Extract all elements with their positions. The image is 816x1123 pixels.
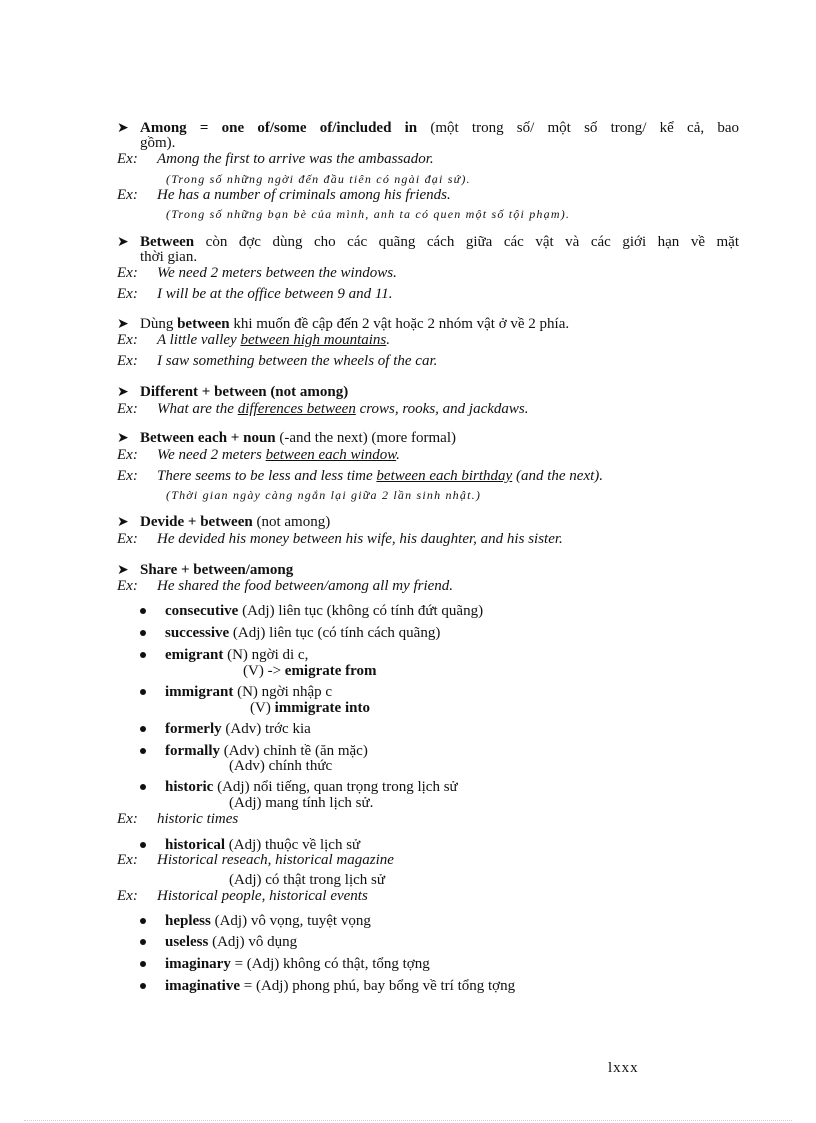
vocab-item: useless (Adj) vô dụng — [165, 934, 298, 950]
arrow-right-bullet-icon: ➤ — [117, 515, 129, 530]
vocab-sub-line: (Adj) mang tính lịch sử. — [229, 795, 374, 811]
example-line: Ex: He devided his money between his wife, his daughter, and his sister. — [117, 531, 563, 547]
arrow-right-bullet-icon: ➤ — [117, 385, 129, 400]
translation-line: (Trong số những ngời đến đầu tiên có ngài đại sứ). — [166, 172, 471, 186]
example-line: Ex: We need 2 meters between the windows. — [117, 265, 397, 281]
vocab-sub-line: (V) immigrate into — [250, 700, 370, 716]
among-term: Among — [140, 120, 187, 136]
different-between-heading: ➤ Different + between (not among) — [117, 384, 349, 400]
bullet-dot-icon — [140, 842, 146, 848]
vocab-item: successive (Adj) liên tục (có tính cách quãng) — [165, 625, 441, 641]
example-line: Ex: I will be at the office between 9 and 11. — [117, 286, 393, 302]
bullet-dot-icon — [140, 652, 146, 658]
among-definition: = one of/some of/included in — [186, 120, 418, 136]
translation-line: (Thời gian ngày càng ngắn lại giữa 2 lần sinh nhật.) — [166, 488, 482, 502]
vocab-sub-line: (Adj) có thật trong lịch sử — [229, 872, 386, 888]
dung-between-heading: ➤ Dùng between khi muốn đề cập đến 2 vật hoặc 2 nhóm vật ở về 2 phía. — [117, 316, 570, 332]
bullet-dot-icon — [140, 918, 146, 924]
example-line: Ex: Historical people, historical events — [117, 888, 368, 904]
example-line: Ex: We need 2 meters between each window. — [117, 447, 400, 463]
example-line: Ex: Among the first to arrive was the ambassador. — [117, 151, 434, 167]
dung-between-term: between — [177, 316, 230, 332]
among-heading — [117, 120, 739, 137]
vocab-item: imaginary = (Adj) không có thật, tổng tợng — [165, 956, 430, 972]
share-between-heading: ➤ Share + between/among — [117, 562, 294, 578]
vocab-item: emigrant (N) ngời di c, — [165, 647, 309, 663]
translation-line: (Trong số những bạn bè của mình, anh ta có quen một số tội phạm). — [166, 207, 571, 221]
example-line: Ex: He has a number of criminals among his friends. — [117, 187, 451, 203]
example-line: Ex: I saw something between the wheels of the car. — [117, 353, 438, 369]
example-line: Ex: He shared the food between/among all my friend. — [117, 578, 454, 594]
between-each-heading: ➤ Between each + noun (-and the next) (more formal) — [117, 430, 456, 446]
vocab-item: historic (Adj) nổi tiếng, quan trọng trong lịch sử — [165, 779, 458, 795]
arrow-right-bullet-icon: ➤ — [117, 563, 129, 578]
page-number: lxxx — [608, 1060, 639, 1076]
between-heading-cont: thời gian. — [140, 249, 198, 265]
example-line: Ex: There seems to be less and less time between each birthday (and the next). — [117, 468, 604, 484]
bullet-dot-icon — [140, 608, 146, 614]
bullet-dot-icon — [140, 726, 146, 732]
bullet-dot-icon — [140, 748, 146, 754]
arrow-right-bullet-icon: ➤ — [117, 317, 129, 332]
bullet-dot-icon — [140, 939, 146, 945]
example-line: Ex: historic times — [117, 811, 239, 827]
vocab-item: formerly (Adv) trớc kia — [165, 721, 311, 737]
among-heading-cont: gồm). — [140, 135, 176, 151]
example-line: Ex: What are the differences between crows, rooks, and jackdaws. — [117, 401, 529, 417]
among-meaning: (một trong số/ một số trong/ kể cả, bao — [417, 120, 739, 136]
arrow-right-bullet-icon: ➤ — [117, 121, 129, 136]
bullet-dot-icon — [140, 961, 146, 967]
devide-between-heading: ➤ Devide + between (not among) — [117, 514, 331, 530]
bullet-dot-icon — [140, 983, 146, 989]
vocab-item: immigrant (N) ngời nhập c — [165, 684, 333, 700]
page-bottom-divider — [24, 1120, 792, 1121]
example-line: Ex: A little valley between high mountains. — [117, 332, 391, 348]
vocab-item: historical (Adj) thuộc về lịch sử — [165, 837, 361, 853]
between-heading — [117, 234, 739, 251]
vocab-item: consecutive (Adj) liên tục (không có tính đứt quãng) — [165, 603, 484, 619]
vocab-item: formally (Adv) chỉnh tề (ăn mặc) — [165, 743, 368, 759]
example-line: Ex: Historical reseach, historical magazine — [117, 852, 394, 868]
between-term: Between — [140, 234, 195, 250]
bullet-dot-icon — [140, 630, 146, 636]
vocab-sub-line: (V) -> emigrate from — [243, 663, 377, 679]
vocab-item: hepless (Adj) vô vọng, tuyệt vọng — [165, 913, 371, 929]
arrow-right-bullet-icon: ➤ — [117, 235, 129, 250]
vocab-sub-line: (Adv) chính thức — [229, 758, 333, 774]
arrow-right-bullet-icon: ➤ — [117, 431, 129, 446]
vocab-item: imaginative = (Adj) phong phú, bay bổng về trí tổng tợng — [165, 978, 516, 994]
between-description: còn đợc dùng cho các quãng cách giữa các vật và các giới hạn về mặt — [194, 234, 739, 250]
bullet-dot-icon — [140, 784, 146, 790]
bullet-dot-icon — [140, 689, 146, 695]
